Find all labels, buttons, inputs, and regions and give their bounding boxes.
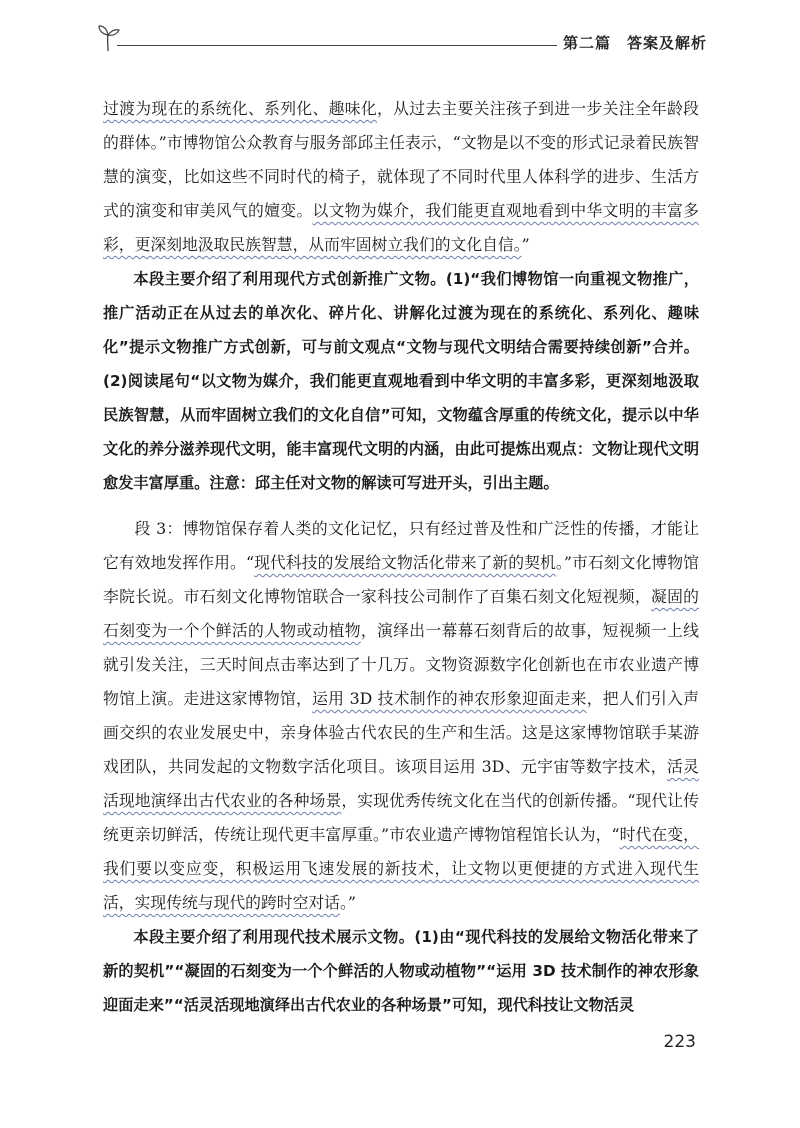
text-run: ，演绎出一幕幕石刻背后的故事，短视频一上线就引发关注，三天时间点击率达到了十几万。文物资源数字化创新也在市农业遗产博物馆上演。走进这家博物馆， — [103, 621, 699, 708]
page-body — [103, 92, 699, 1022]
text-run: 本段主要介绍了利用现代技术展示文物。(1)由“现代科技的发展给文物活化带来了新的契机”“凝固的石刻变为一个个鲜活的人物或动植物”“运用 3D 技术制作的神农形象迎面走来”“活灵活现地演绎出古代农业的各种场景”可知，现代科技让文物活灵 — [103, 928, 699, 1014]
underlined-phrase: 凝固的石刻变为一个个鲜活的人物或动植物 — [103, 587, 699, 640]
text-run: 本段主要介绍了利用现代方式创新推广文物。(1)“我们博物馆一向重视文物推广，推广活动正在从过去的单次化、碎片化、讲解化过渡为现在的系统化、系列化、趣味化”提示文物推广方式创新，可与前文观点“文物与现代文明结合需要持续创新”合并。(2)阅读尾句“以文物为媒介，我们能更直观地看到中华文明的丰富多彩，更深刻地汲取民族智慧，从而牢固树立我们的文化自信”可知，文物蕴含厚重的传统文化，提示以中华文化的养分滋养现代文明，能丰富现代文明的内涵，由此可提炼出观点：文物让现代文明愈发丰富厚重。注意：邱主任对文物的解读可写进开头，引出主题。 — [103, 270, 699, 492]
underlined-phrase: 过渡为现在的系统化、系列化、趣味化 — [103, 99, 377, 118]
text-run: 段 3：博物馆保存着人类的文化记忆，只有经过普及性和广泛性的传播，才能让它有效地发挥作用。“ — [103, 519, 699, 572]
text-run: 。”市石刻文化博物馆李院长说。市石刻文化博物馆联合一家科技公司制作了百集石刻文化短视频， — [103, 553, 699, 606]
page-header — [95, 18, 707, 58]
paragraph-continuation — [103, 92, 699, 262]
underlined-phrase: 以文物为媒介，我们能更直观地看到中华文明的丰富多彩，更深刻地汲取民族智慧，从而牢固树立我们的文化自信。 — [103, 201, 699, 254]
text-run: 。” — [339, 893, 356, 912]
header-rule — [117, 45, 557, 46]
header-title: 第二篇 答案及解析 — [562, 34, 707, 52]
text-run: ，从过去主要关注孩子到进一步关注全年龄段的群体。”市博物馆公众教育与服务部邱主任表示，“文物是以不变的形式记录着民族智慧的演变，比如这些不同时代的椅子，就体现了不同时代里人体科学的进步、生活方式的演变和审美风气的嬗变。 — [103, 99, 699, 220]
underlined-phrase: 现代科技的发展给文物活化带来了新的契机 — [254, 553, 556, 572]
underlined-phrase: 运用 3D 技术制作的神农形象迎面走来 — [312, 689, 587, 708]
text-run: ，把人们引入声画交织的农业发展史中，亲身体验古代农民的生产和生活。这是这家博物馆联手某游戏团队，共同发起的文物数字活化项目。该项目运用 3D、元宇宙等数字技术， — [103, 689, 699, 776]
text-run: ” — [521, 235, 530, 254]
analysis-paragraph-2 — [103, 920, 699, 1022]
page-number: 223 — [663, 1032, 696, 1052]
analysis-paragraph-1 — [103, 262, 699, 500]
text-run: ，实现优秀传统文化在当代的创新传播。“现代让传统更亲切鲜活，传统让现代更丰富厚重。”市农业遗产博物馆程馆长认为，“ — [103, 791, 699, 844]
underlined-phrase: 活灵活现地演绎出古代农业的各种场景 — [103, 757, 699, 810]
underlined-phrase: 时代在变，我们要以变应变，积极运用飞速发展的新技术，让文物以更便捷的方式进入现代生活，实现传统与现代的跨时空对话 — [103, 825, 699, 912]
passage-paragraph-3 — [103, 512, 699, 920]
sprout-icon — [95, 22, 121, 52]
